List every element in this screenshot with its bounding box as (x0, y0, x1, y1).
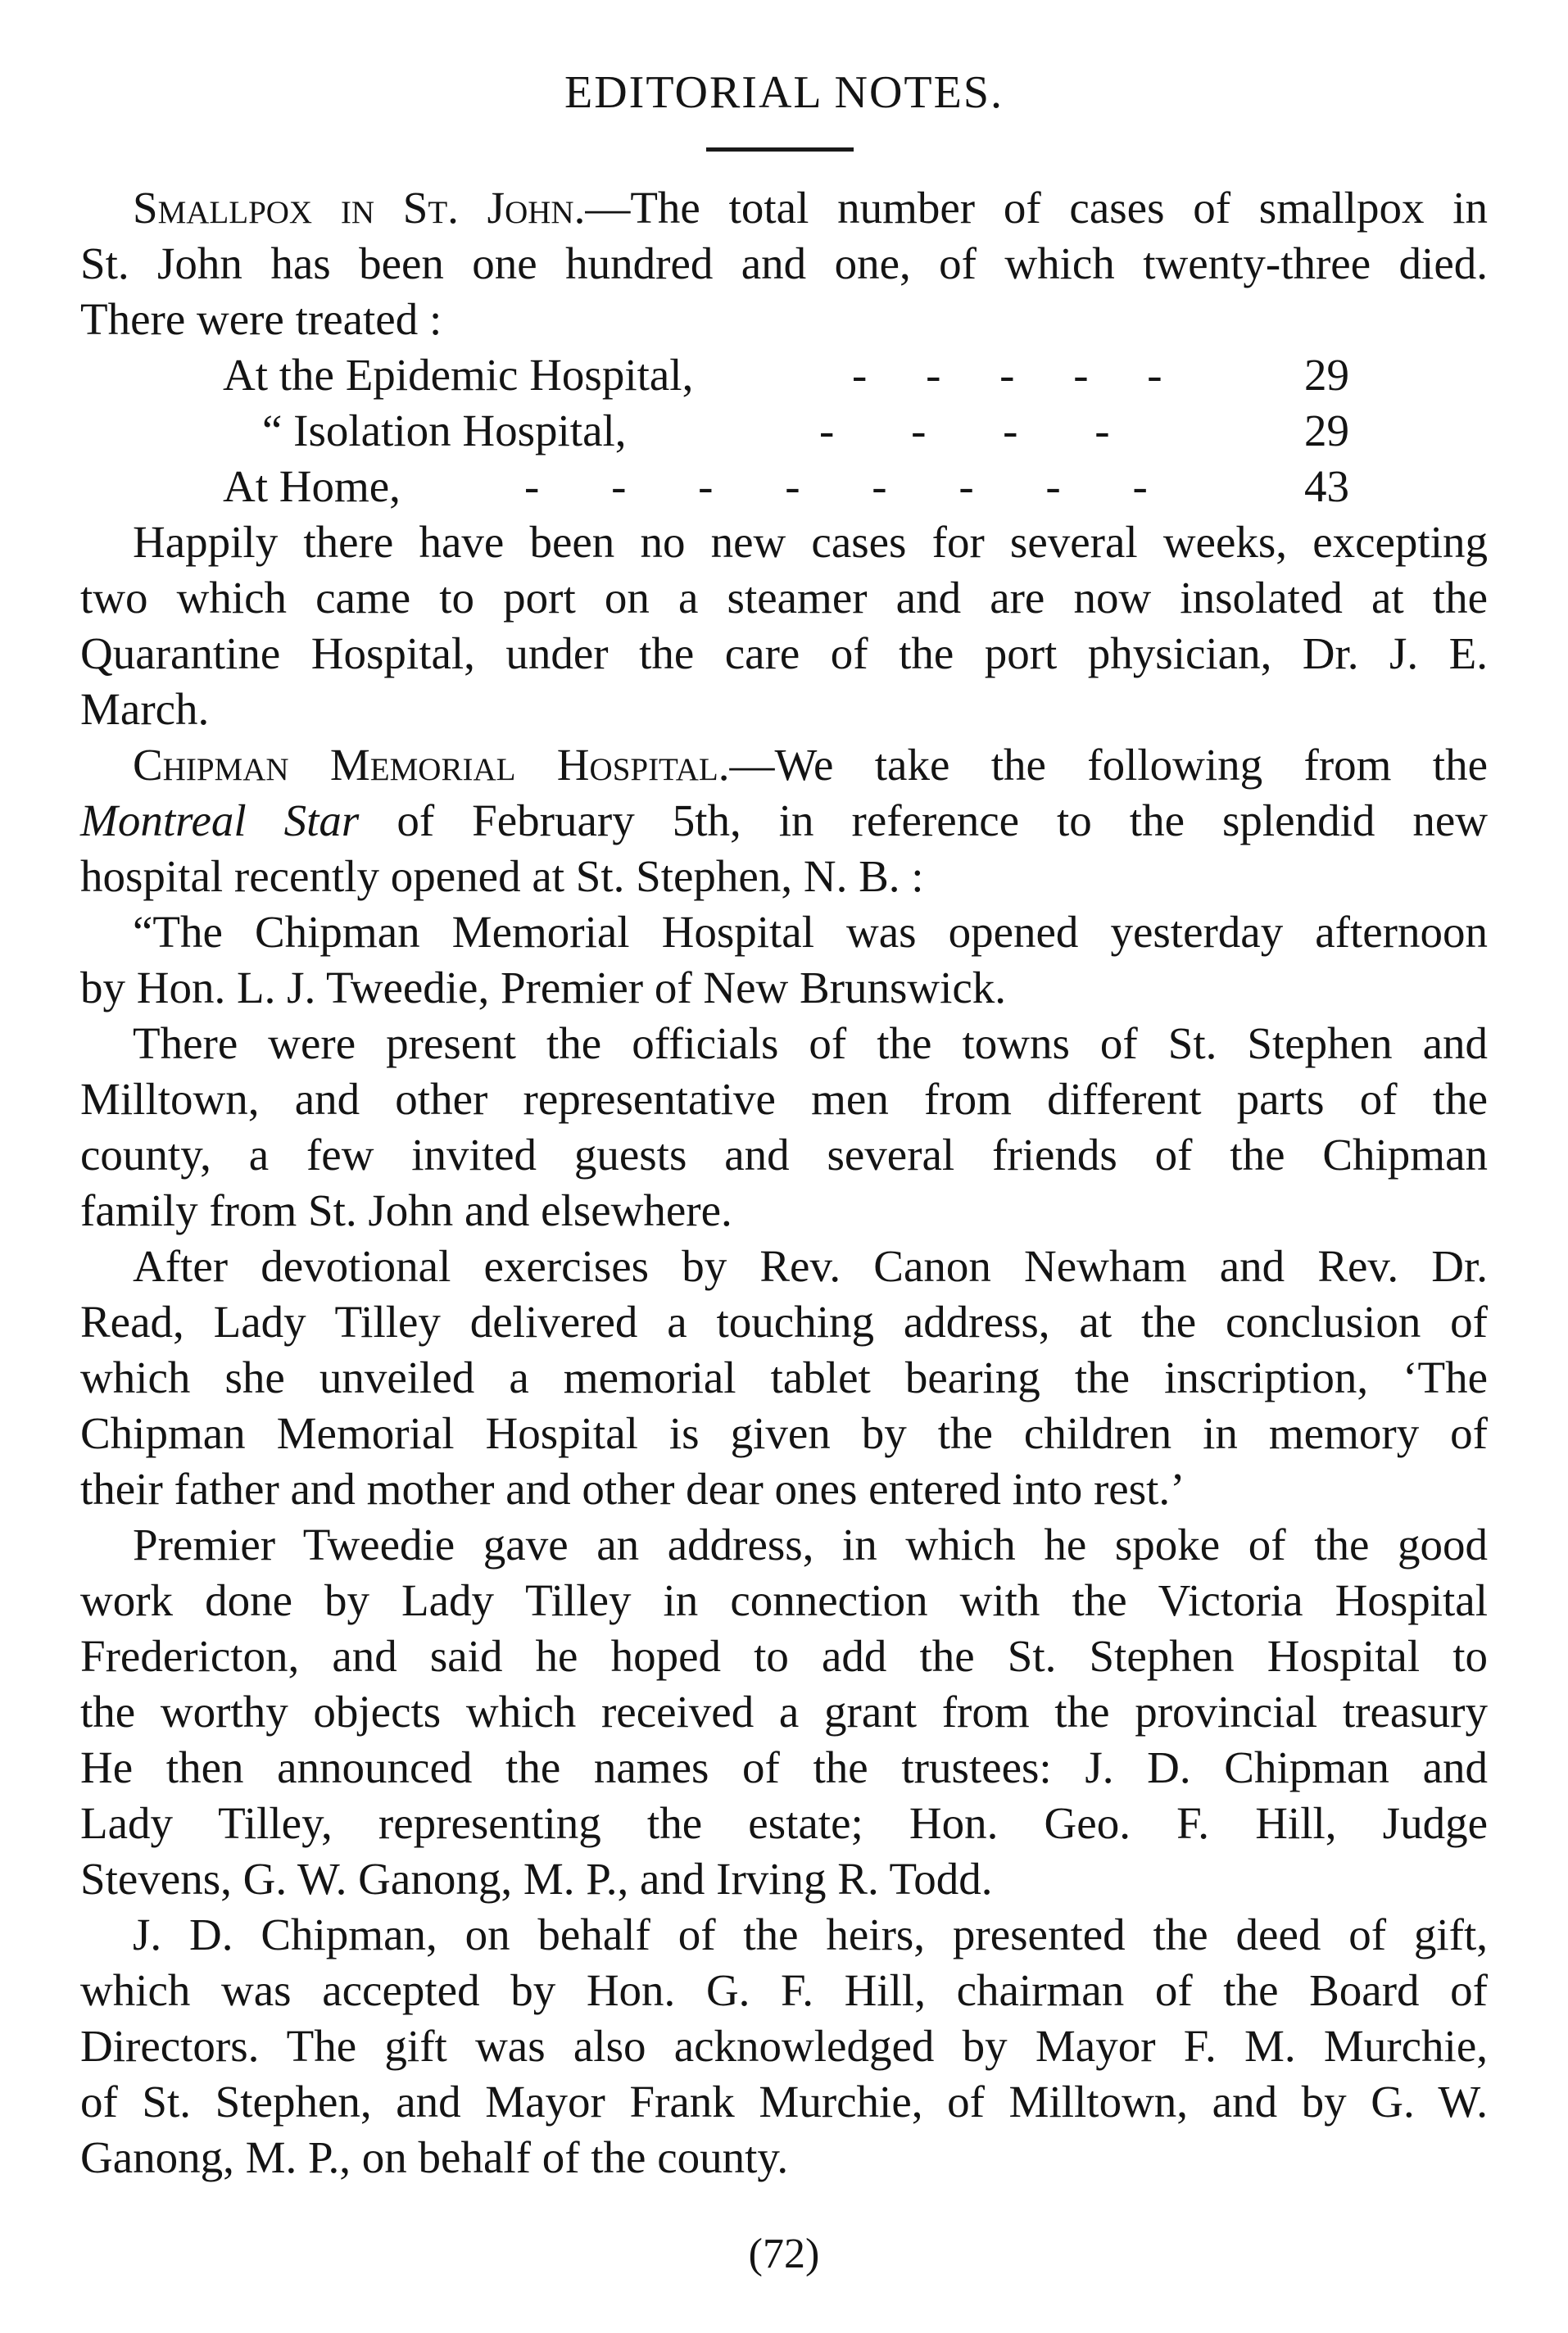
present-line-1: There were present the officials of the towns of St. Stephen and (133, 1018, 1488, 1068)
smallpox-para2-line-4: March. (80, 684, 210, 734)
page-number: (72) (748, 2231, 820, 2277)
deed-line-5: Ganong, M. P., on behalf of the county. (80, 2132, 789, 2182)
table-dots: - - - - - (852, 350, 1162, 400)
table-row (0, 460, 1568, 513)
smallpox-line-2: St. John has been one hundred and one, of which twenty-three died. (80, 238, 1488, 288)
premier-line-2: work done by Lady Tilley in connection with the Victoria Hospital (80, 1575, 1488, 1625)
table-dots: - - - - - - - - (524, 461, 1148, 511)
present-line-2: Milltown, and other representative men from different parts of the (80, 1074, 1488, 1124)
table-dots: - - - - (819, 405, 1110, 455)
devotional-line-3: which she unveiled a memorial tablet bearing the inscription, ‘The (80, 1352, 1488, 1402)
chipman-line-3: hospital recently opened at St. Stephen, N. B. : (80, 851, 924, 901)
chipman-title: Chipman Memorial Hospital. (133, 740, 730, 790)
chipman-line-1 (133, 739, 1488, 791)
smallpox-dash: — (585, 183, 631, 233)
chipman-line-2 (80, 795, 1488, 847)
page-heading: EDITORIAL NOTES. (564, 67, 1004, 118)
quote-line-2: by Hon. L. J. Tweedie, Premier of New Brunswick. (80, 963, 1007, 1012)
smallpox-para2-line-2: two which came to port on a steamer and are now insolated at the (80, 573, 1488, 623)
premier-line-6: Lady Tilley, representing the estate; Hon. Geo. F. Hill, Judge (80, 1798, 1488, 1848)
quote-line-1: “The Chipman Memorial Hospital was opened yesterday afternoon (133, 907, 1488, 957)
smallpox-para2-line-1: Happily there have been no new cases for several weeks, excepting (133, 517, 1488, 567)
deed-line-4: of St. Stephen, and Mayor Frank Murchie, of Milltown, and by G. W. (80, 2077, 1488, 2127)
table-value: 29 (1304, 350, 1349, 400)
smallpox-line-3: There were treated : (80, 294, 442, 344)
table-value: 43 (1304, 461, 1349, 511)
premier-line-7: Stevens, G. W. Ganong, M. P., and Irving R. Todd. (80, 1854, 993, 1904)
table-row (0, 405, 1568, 457)
chipman-line-2-text: of February 5th, in reference to the splendid new (359, 795, 1488, 845)
premier-line-4: the worthy objects which received a grant from the provincial treasury (80, 1687, 1488, 1737)
present-line-4: family from St. John and elsewhere. (80, 1185, 732, 1235)
table-label: At the Epidemic Hospital, (223, 350, 694, 400)
smallpox-line-1 (133, 182, 1488, 234)
devotional-line-1: After devotional exercises by Rev. Canon Newham and Rev. Dr. (133, 1241, 1488, 1291)
premier-line-1: Premier Tweedie gave an address, in which he spoke of the good (133, 1520, 1488, 1570)
devotional-line-2: Read, Lady Tilley delivered a touching address, at the conclusion of (80, 1297, 1488, 1347)
chipman-line-1-text: We take the following from the (774, 740, 1488, 790)
table-value: 29 (1304, 405, 1349, 455)
devotional-line-4: Chipman Memorial Hospital is given by the children in memory of (80, 1408, 1488, 1458)
table-label: “ Isolation Hospital, (262, 405, 627, 455)
devotional-line-5: their father and mother and other dear ones entered into rest.’ (80, 1464, 1185, 1514)
deed-line-2: which was accepted by Hon. G. F. Hill, chairman of the Board of (80, 1965, 1488, 2015)
table-row (0, 349, 1568, 401)
deed-line-1: J. D. Chipman, on behalf of the heirs, presented the deed of gift, (133, 1909, 1488, 1959)
newspaper-name: Montreal Star (80, 795, 360, 845)
heading-rule (706, 147, 854, 152)
premier-line-3: Fredericton, and said he hoped to add the St. Stephen Hospital to (80, 1631, 1488, 1681)
smallpox-para2-line-3: Quarantine Hospital, under the care of the port physician, Dr. J. E. (80, 628, 1488, 678)
deed-line-3: Directors. The gift was also acknowledged by Mayor F. M. Murchie, (80, 2021, 1488, 2071)
table-label: At Home, (223, 461, 401, 511)
chipman-dash: — (729, 740, 775, 790)
smallpox-title: Smallpox in St. John. (133, 183, 586, 233)
premier-line-5: He then announced the names of the trustees: J. D. Chipman and (80, 1742, 1488, 1792)
present-line-3: county, a few invited guests and several friends of the Chipman (80, 1130, 1488, 1180)
smallpox-line-1-text: The total number of cases of smallpox in (630, 183, 1488, 233)
